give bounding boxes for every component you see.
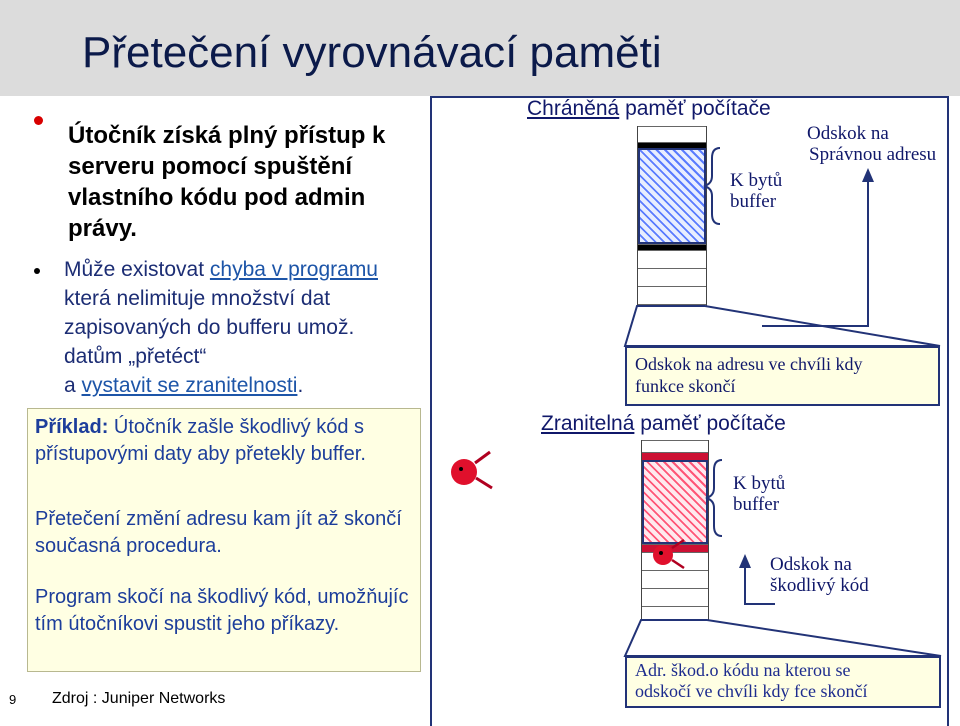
vulnerable-buffer-label-1: K bytů [733,473,786,494]
link-chyba-v-programu[interactable]: chyba v programu [209,258,378,281]
source-credit: Zdroj : Juniper Networks [52,690,226,707]
note-example-label: Příklad: [35,416,109,438]
note-paragraph-2: Přetečení změní adresu kam jít až skončí současná procedura. [35,508,402,557]
attacker-bomb-icon [451,452,492,488]
vulnerable-buffer-label-2: buffer [733,494,780,515]
arrow-icon [745,564,775,604]
page-number: 9 [9,692,17,707]
protected-brace-icon [704,148,720,224]
note-paragraph-3: Program skočí na škodlivý kód, umožňujíc tím útočníkovi spustit jeho příkazy. [35,586,409,635]
protected-title-rest: paměť počítače [619,97,771,120]
vulnerable-brace-icon [706,460,722,536]
protected-return-label-1: Odskok na [807,123,889,144]
vulnerable-title-underlined: Zranitelná [541,412,635,435]
attacker-bomb-icon [653,540,684,568]
bullet-second-text: a [64,374,82,397]
arrow-icon [762,178,868,326]
protected-buffer-label-2: buffer [730,191,777,212]
note-example-text: Útočník zašle škodlivý kód s přístupovými daty aby přetekly buffer. [35,416,366,465]
bullet-first: Útočník získá plný přístup k serveru pomocí spuštění vlastního kódu pod admin právy. [68,122,386,242]
protected-box-line-1: Odskok na adresu ve chvíli kdy [635,354,863,374]
vulnerable-return-label-2: škodlivý kód [770,575,869,596]
vulnerable-title-rest: paměť počítače [634,412,786,435]
protected-title-underlined: Chráněná [527,97,620,120]
protected-box-line-2: funkce skončí [635,376,736,396]
bullet-second-quote: „přetéct“ [128,345,207,368]
vulnerable-box-line-1: Adr. škod.o kódu na kterou se [635,660,851,680]
vulnerable-box-line-2: odskočí ve chvíli kdy fce skončí [635,681,868,701]
protected-return-label-2: Správnou adresu [809,144,937,165]
bullet-second-text: Může existovat [64,258,210,281]
vulnerable-return-label-1: Odskok na [770,554,852,575]
bullet-second-text: . [297,374,304,397]
slide-title: Přetečení vyrovnávací paměti [82,28,662,77]
arrow-head-icon [739,554,751,568]
protected-buffer-label-1: K bytů [730,170,783,191]
bullet-second-text: která nelimituje množství dat zapisovaných do bufferu umož. datům [64,287,355,368]
arrow-head-icon [862,168,874,182]
link-vystavit-se-zranitelnosti[interactable]: vystavit se zranitelnosti [81,374,298,397]
vulnerable-trapezoid [625,620,941,656]
